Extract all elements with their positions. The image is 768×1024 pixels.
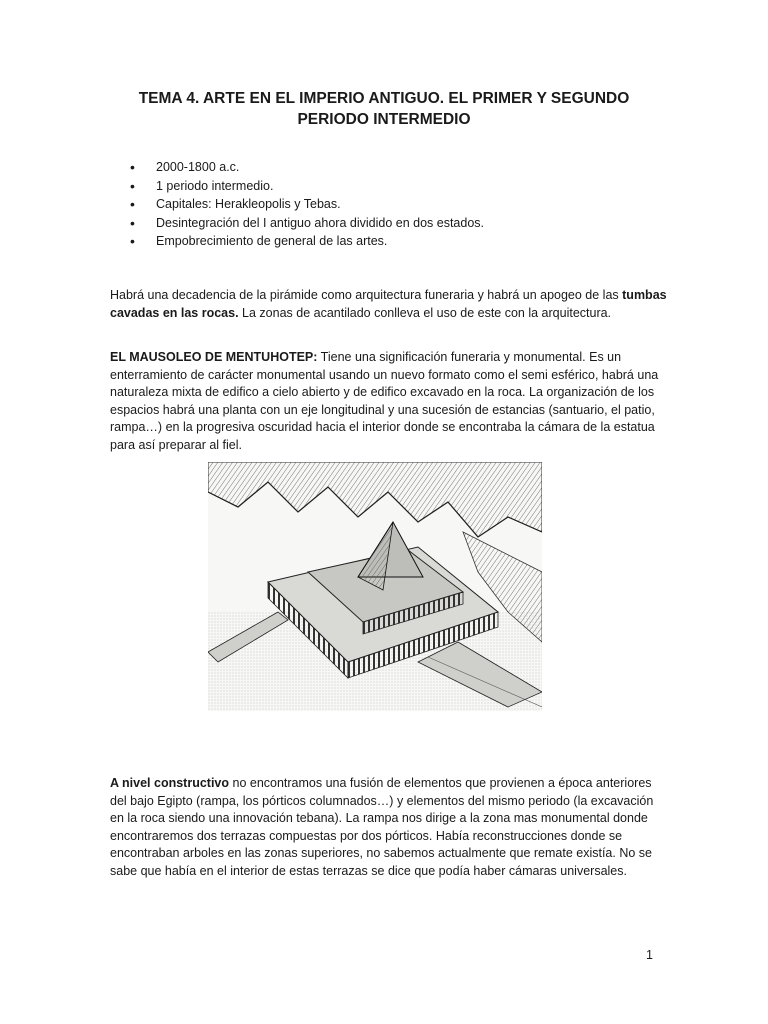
paragraph-text: Tiene una significación funeraria y monumental. Es un enterramiento de carácter monumental usando un nuevo formato como el semi esférico, habrá una naturaleza mixta de edifico a cielo abierto y de edifico excavado en la roca. La organización de los espacios habrá una planta con un eje longitudinal y una sucesión de estancias (santuario, el patio, rampa…) en la progresiva oscuridad hacia el interior donde se encontraba la cámara de la estatua para así preparar al fiel. bbox=[110, 350, 659, 452]
list-item: • 1 periodo intermedio. bbox=[130, 177, 484, 196]
paragraph-decadence bbox=[110, 287, 670, 322]
list-item: • 2000-1800 a.c. bbox=[130, 158, 484, 177]
paragraph-construction bbox=[110, 775, 670, 881]
list-item: • Desintegración del I antiguo ahora dividido en dos estados. bbox=[130, 214, 484, 233]
paragraph-text: Habrá una decadencia de la pirámide como arquitectura funeraria y habrá un apogeo de las bbox=[110, 288, 623, 302]
section-heading: A nivel constructivo bbox=[110, 776, 230, 790]
title-line-1: TEMA 4. ARTE EN EL IMPERIO ANTIGUO. EL PRIMER Y SEGUNDO bbox=[138, 90, 630, 107]
section-heading: EL MAUSOLEO DE MENTUHOTEP: bbox=[110, 350, 318, 364]
paragraph-text: La zonas de acantilado conlleva el uso de este con la arquitectura. bbox=[238, 305, 612, 320]
title-line-2: PERIODO INTERMEDIO bbox=[297, 111, 471, 128]
bullet-list bbox=[130, 158, 484, 251]
paragraph-text: no encontramos una fusión de elementos que provienen a época anteriores del bajo Egipto (rampa, los pórticos columnados…) y elementos del mismo periodo (la excavación en la roca siendo una innovación tebana). La rampa nos dirige a la zona mas monumental donde encontraremos dos terrazas compuestas por dos pórticos. Había reconstrucciones donde se encontraban arboles en las zonas superiores, no sabemos actualmente que remate existía. No se sabe que había en el interior de estas terrazas se dice que podía haber cámaras universales. bbox=[110, 776, 654, 878]
list-item: • Empobrecimiento de general de las artes. bbox=[130, 232, 484, 251]
mentuhotep-illustration bbox=[208, 462, 542, 711]
bold-phrase: tumbas cavadas en las rocas. bbox=[110, 288, 667, 320]
page-number: 1 bbox=[646, 948, 653, 962]
paragraph-mausoleo bbox=[110, 349, 670, 455]
list-item: • Capitales: Herakleopolis y Tebas. bbox=[130, 195, 484, 214]
document-title bbox=[100, 88, 668, 130]
